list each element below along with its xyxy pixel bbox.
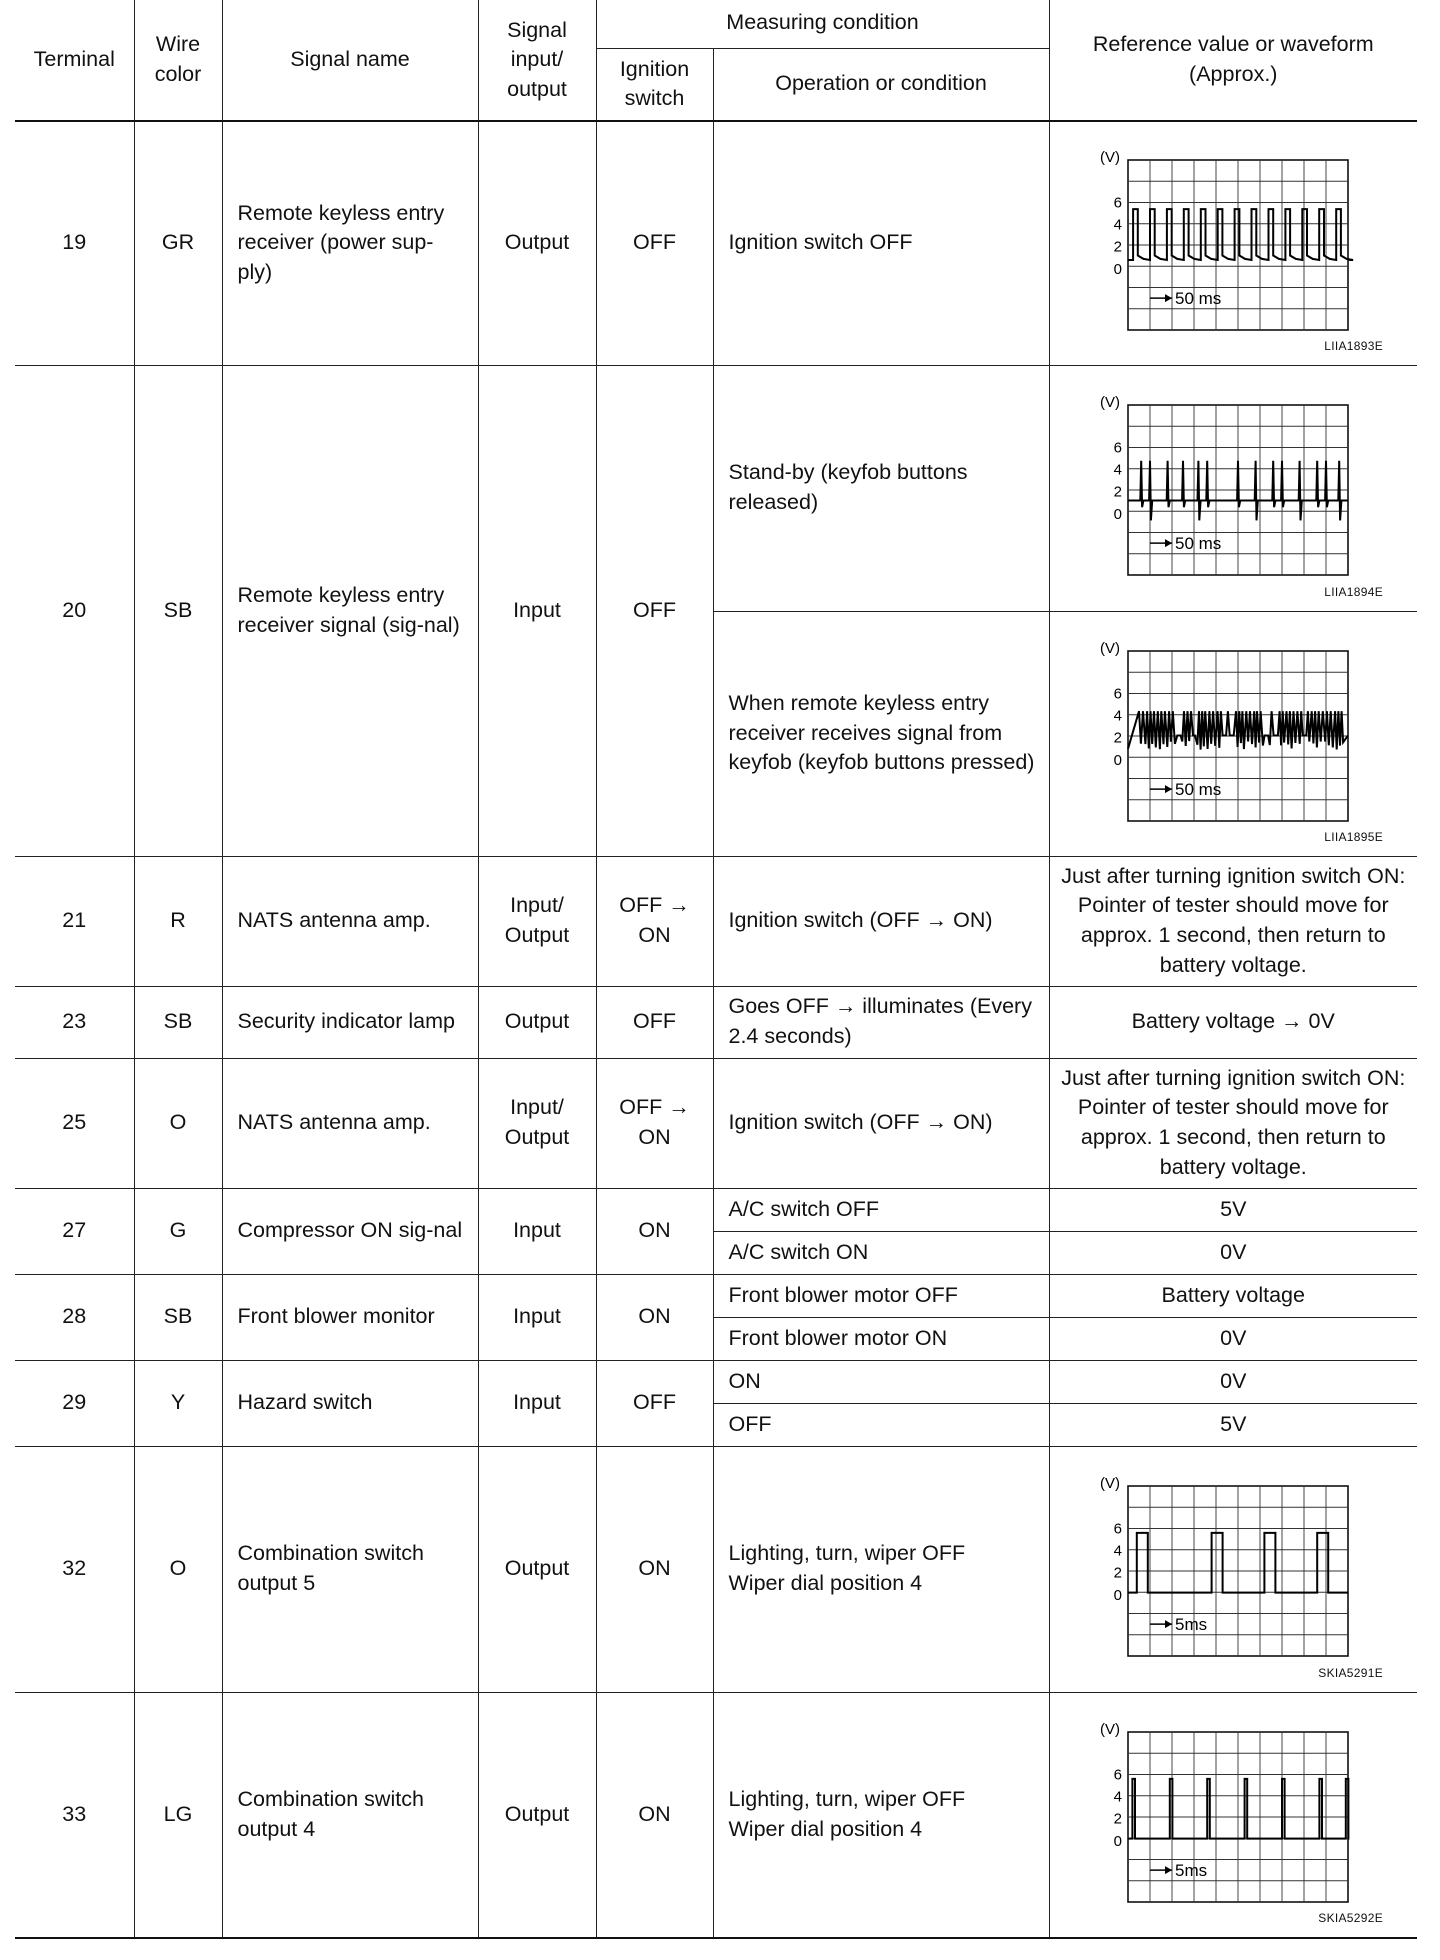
time-scale-label: 5ms: [1174, 1615, 1207, 1635]
terminal-cell: 25: [15, 1058, 134, 1188]
header-operation: Operation or condition: [713, 48, 1049, 121]
y-tick-label: 0: [1113, 751, 1122, 769]
time-scale-label: 50 ms: [1174, 289, 1221, 309]
table-row: [15, 1188, 1417, 1231]
y-tick-label: 4: [1113, 461, 1122, 479]
wire-color-cell: O: [134, 1058, 222, 1188]
signal-name-cell: NATS antenna amp.: [222, 856, 478, 986]
y-tick-label: 2: [1113, 1810, 1122, 1828]
wire-color-cell: LG: [134, 1692, 222, 1938]
operation-cell: Stand-by (keyfob buttons released): [713, 365, 1049, 611]
y-tick-label: 4: [1113, 1542, 1122, 1560]
time-scale-marker: [1150, 785, 1172, 793]
operation-cell: Lighting, turn, wiper OFF Wiper dial position 4: [713, 1692, 1049, 1938]
y-tick-label: 6: [1113, 685, 1122, 702]
reference-value-cell: 0V: [1049, 1317, 1417, 1360]
wire-color-cell: Y: [134, 1360, 222, 1446]
waveform-trace: [1128, 209, 1353, 260]
table-row: [15, 365, 1417, 611]
waveform-grid: [1128, 1486, 1348, 1656]
signal-name-cell: Remote keyless entry receiver (power sup-ply): [222, 121, 478, 365]
reference-waveform-cell: [1049, 1692, 1417, 1938]
terminal-cell: 27: [15, 1188, 134, 1274]
header-reference: Reference value or waveform (Approx.): [1049, 0, 1417, 121]
figure-code: SKIA5291E: [1318, 1665, 1384, 1680]
wire-color-cell: R: [134, 856, 222, 986]
signal-io-cell: Output: [478, 1692, 596, 1938]
terminal-cell: 19: [15, 121, 134, 365]
ignition-switch-cell: OFF: [596, 1360, 713, 1446]
y-unit-label: (V): [1099, 394, 1120, 411]
operation-cell: Front blower motor OFF: [713, 1274, 1049, 1317]
y-tick-label: 0: [1113, 261, 1122, 279]
time-scale-marker: [1150, 1866, 1172, 1874]
signal-io-cell: Output: [478, 1446, 596, 1692]
operation-cell: When remote keyless entry receiver receives signal from keyfob (keyfob buttons pressed): [713, 611, 1049, 856]
y-tick-label: 4: [1113, 216, 1122, 234]
table-row: [15, 986, 1417, 1058]
ignition-switch-cell: OFF → ON: [596, 1058, 713, 1188]
y-tick-label: 6: [1113, 1520, 1122, 1538]
reference-waveform-cell: [1049, 611, 1417, 856]
ignition-switch-cell: ON: [596, 1692, 713, 1938]
terminal-cell: 23: [15, 986, 134, 1058]
header-terminal: Terminal: [15, 0, 134, 121]
signal-io-cell: Output: [478, 121, 596, 365]
waveform-graph: [1050, 125, 1410, 361]
waveform-graph: [1050, 370, 1410, 606]
header-wire-color: Wire color: [134, 0, 222, 121]
signal-name-cell: NATS antenna amp.: [222, 1058, 478, 1188]
y-tick-label: 0: [1113, 1832, 1122, 1850]
signal-name-cell: Compressor ON sig-nal: [222, 1188, 478, 1274]
waveform-graph: [1050, 616, 1410, 852]
y-tick-label: 2: [1113, 483, 1122, 501]
y-tick-label: 4: [1113, 707, 1122, 725]
ignition-switch-cell: ON: [596, 1446, 713, 1692]
signal-io-cell: Input: [478, 1360, 596, 1446]
operation-cell: A/C switch OFF: [713, 1188, 1049, 1231]
table-row: [15, 121, 1417, 365]
table-row: [15, 1058, 1417, 1188]
figure-code: LIIA1893E: [1324, 338, 1384, 353]
terminal-cell: 28: [15, 1274, 134, 1360]
signal-name-cell: Hazard switch: [222, 1360, 478, 1446]
time-scale-marker: [1150, 539, 1172, 547]
header-signal-name: Signal name: [222, 0, 478, 121]
ignition-switch-cell: OFF: [596, 121, 713, 365]
time-scale-label: 50 ms: [1174, 534, 1221, 554]
y-tick-label: 0: [1113, 1586, 1122, 1604]
terminal-reference-table: [15, 0, 1417, 1939]
reference-waveform-cell: [1049, 365, 1417, 611]
ignition-switch-cell: ON: [596, 1188, 713, 1274]
signal-io-cell: Output: [478, 986, 596, 1058]
signal-io-cell: Input/ Output: [478, 856, 596, 986]
ignition-switch-cell: OFF: [596, 986, 713, 1058]
wire-color-cell: GR: [134, 121, 222, 365]
waveform-grid: [1128, 1732, 1348, 1902]
figure-code: LIIA1895E: [1324, 829, 1384, 844]
operation-cell: Goes OFF → illuminates (Every 2.4 seconds): [713, 986, 1049, 1058]
signal-name-cell: Combination switch output 4: [222, 1692, 478, 1938]
y-tick-label: 6: [1113, 439, 1122, 457]
y-tick-label: 2: [1113, 238, 1122, 256]
signal-name-cell: Security indicator lamp: [222, 986, 478, 1058]
y-tick-label: 6: [1113, 1766, 1122, 1784]
terminal-cell: 33: [15, 1692, 134, 1938]
header-signal-io: Signal input/ output: [478, 0, 596, 121]
signal-io-cell: Input: [478, 365, 596, 856]
reference-value-cell: 5V: [1049, 1403, 1417, 1446]
table-row: [15, 856, 1417, 986]
wire-color-cell: O: [134, 1446, 222, 1692]
header-ignition-switch: Ignition switch: [596, 48, 713, 121]
y-tick-label: 4: [1113, 1788, 1122, 1806]
y-tick-label: 2: [1113, 1564, 1122, 1582]
figure-code: LIIA1894E: [1324, 584, 1384, 599]
reference-value-cell: Battery voltage: [1049, 1274, 1417, 1317]
y-unit-label: (V): [1099, 149, 1120, 167]
reference-value-cell: 5V: [1049, 1188, 1417, 1231]
time-scale-marker: [1150, 294, 1172, 302]
table-row: [15, 1446, 1417, 1692]
reference-value-cell: Just after turning ignition switch ON: Pointer of tester should move for approx. 1 second, then return to battery voltage.: [1049, 1058, 1417, 1188]
reference-value-cell: Battery voltage → 0V: [1049, 986, 1417, 1058]
y-unit-label: (V): [1099, 1475, 1120, 1492]
y-tick-label: 0: [1113, 505, 1122, 523]
time-scale-marker: [1150, 1620, 1172, 1628]
header-measuring-condition: Measuring condition: [596, 0, 1049, 48]
signal-io-cell: Input: [478, 1274, 596, 1360]
signal-name-cell: Remote keyless entry receiver signal (sig-nal): [222, 365, 478, 856]
waveform-graph: [1050, 1697, 1410, 1933]
time-scale-label: 50 ms: [1174, 779, 1221, 799]
terminal-cell: 20: [15, 365, 134, 856]
ignition-switch-cell: OFF: [596, 365, 713, 856]
reference-value-cell: 0V: [1049, 1360, 1417, 1403]
operation-cell: Front blower motor ON: [713, 1317, 1049, 1360]
terminal-cell: 29: [15, 1360, 134, 1446]
y-unit-label: (V): [1099, 639, 1120, 657]
wire-color-cell: G: [134, 1188, 222, 1274]
ignition-switch-cell: ON: [596, 1274, 713, 1360]
operation-cell: ON: [713, 1360, 1049, 1403]
signal-io-cell: Input: [478, 1188, 596, 1274]
table-row: [15, 1692, 1417, 1938]
y-unit-label: (V): [1099, 1720, 1120, 1738]
terminal-cell: 32: [15, 1446, 134, 1692]
time-scale-label: 5ms: [1174, 1860, 1207, 1880]
operation-cell: A/C switch ON: [713, 1231, 1049, 1274]
reference-waveform-cell: [1049, 1446, 1417, 1692]
operation-cell: Lighting, turn, wiper OFF Wiper dial position 4: [713, 1446, 1049, 1692]
signal-io-cell: Input/ Output: [478, 1058, 596, 1188]
table-row: [15, 1360, 1417, 1403]
wire-color-cell: SB: [134, 986, 222, 1058]
wire-color-cell: SB: [134, 365, 222, 856]
signal-name-cell: Front blower monitor: [222, 1274, 478, 1360]
y-tick-label: 6: [1113, 194, 1122, 212]
table-row: [15, 1274, 1417, 1317]
reference-value-cell: 0V: [1049, 1231, 1417, 1274]
operation-cell: Ignition switch (OFF → ON): [713, 1058, 1049, 1188]
waveform-graph: [1050, 1451, 1410, 1687]
waveform-grid: [1128, 160, 1348, 330]
y-tick-label: 2: [1113, 729, 1122, 747]
operation-cell: OFF: [713, 1403, 1049, 1446]
operation-cell: Ignition switch OFF: [713, 121, 1049, 365]
wire-color-cell: SB: [134, 1274, 222, 1360]
ignition-switch-cell: OFF → ON: [596, 856, 713, 986]
reference-waveform-cell: [1049, 121, 1417, 365]
operation-cell: Ignition switch (OFF → ON): [713, 856, 1049, 986]
terminal-cell: 21: [15, 856, 134, 986]
reference-value-cell: Just after turning ignition switch ON: Pointer of tester should move for approx. 1 second, then return to battery voltage.: [1049, 856, 1417, 986]
signal-name-cell: Combination switch output 5: [222, 1446, 478, 1692]
figure-code: SKIA5292E: [1318, 1911, 1384, 1926]
